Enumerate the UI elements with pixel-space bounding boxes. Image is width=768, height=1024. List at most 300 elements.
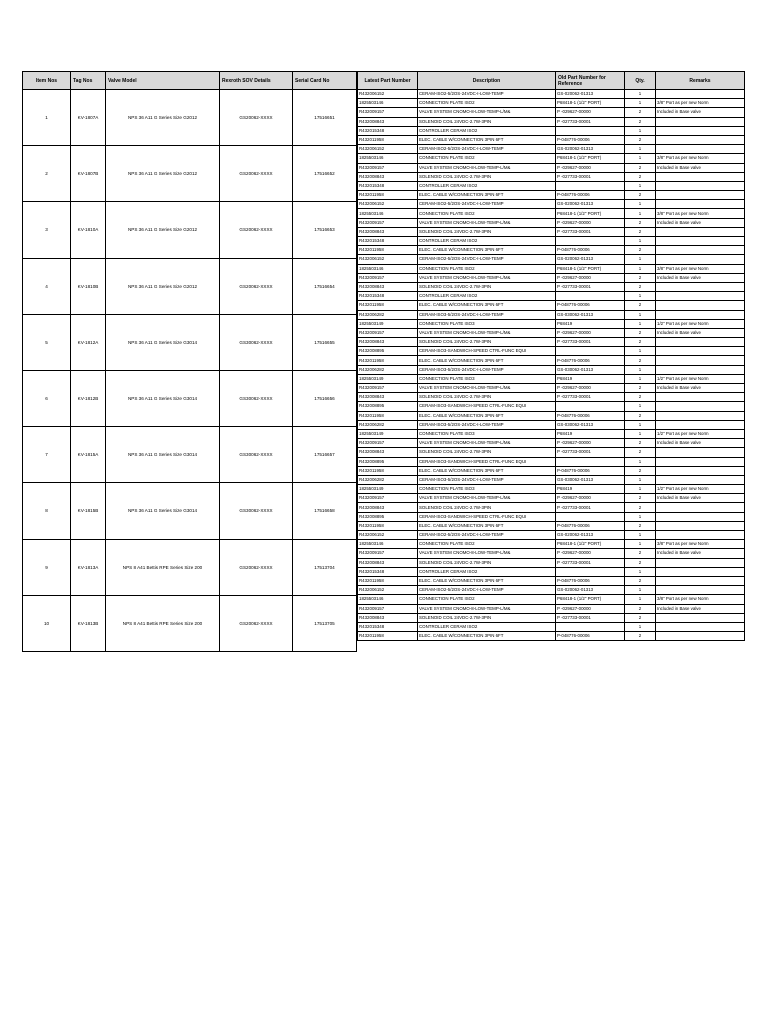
latest-part-number: R432011958: [358, 246, 418, 255]
part-row: [358, 347, 745, 356]
part-remarks: [656, 402, 745, 411]
header-tag-nos: Tag Nos: [71, 72, 106, 90]
part-description: CERAM-ISO2-5/2OS-24VDC-I-LOW-TEMP: [418, 90, 556, 99]
part-qty: 2: [625, 632, 656, 641]
valve-row: [23, 483, 357, 539]
part-remarks: [656, 558, 745, 567]
part-qty: 1: [625, 475, 656, 484]
latest-part-number: R432008895: [358, 347, 418, 356]
part-qty: 2: [625, 604, 656, 613]
spare-parts-header-row: [358, 72, 745, 90]
latest-part-number: R432009157: [358, 439, 418, 448]
part-row: [358, 90, 745, 99]
latest-part-number: R432006152: [358, 90, 418, 99]
part-row: [358, 402, 745, 411]
old-part-number: [556, 622, 625, 631]
tag-number: KV-1810B: [71, 258, 106, 314]
latest-part-number: R432009157: [358, 494, 418, 503]
part-row: [358, 567, 745, 576]
old-part-number: P -029627-00000: [556, 494, 625, 503]
old-part-number: P68419: [556, 429, 625, 438]
part-remarks: [656, 503, 745, 512]
old-part-number: P -029627-00000: [556, 384, 625, 393]
old-part-number: [556, 292, 625, 301]
item-number: 10: [23, 595, 71, 651]
old-part-number: GS-020062-01313: [556, 586, 625, 595]
valve-row: [23, 90, 357, 146]
old-part-number: P68418-1 (1/2" PORT): [556, 264, 625, 273]
old-part-number: P -027733-00001: [556, 393, 625, 402]
part-qty: 1: [625, 292, 656, 301]
part-qty: 2: [625, 558, 656, 567]
part-row: [358, 512, 745, 521]
part-remarks: [656, 227, 745, 236]
latest-part-number: R432008895: [358, 512, 418, 521]
part-row: [358, 310, 745, 319]
item-number: 5: [23, 314, 71, 370]
part-qty: 2: [625, 135, 656, 144]
part-remarks: [656, 457, 745, 466]
part-row: [358, 429, 745, 438]
latest-part-number: R432015348: [358, 237, 418, 246]
sov-details: GS30062-XXXX: [220, 314, 293, 370]
latest-part-number: R432011958: [358, 521, 418, 530]
part-qty: 1: [625, 402, 656, 411]
serial-card-number: 17513704: [293, 539, 357, 595]
part-qty: 2: [625, 117, 656, 126]
valve-model: NPS 36 A11 G Series Size G3014: [106, 370, 220, 426]
part-qty: 1: [625, 457, 656, 466]
part-row: [358, 384, 745, 393]
latest-part-number: R432006282: [358, 365, 418, 374]
part-row: [358, 531, 745, 540]
part-row: [358, 604, 745, 613]
part-qty: 1: [625, 586, 656, 595]
latest-part-number: R432009157: [358, 108, 418, 117]
part-row: [358, 172, 745, 181]
part-remarks: [656, 466, 745, 475]
part-remarks: Included in Base valve: [656, 163, 745, 172]
part-remarks: 1/2" Port as per new Norm: [656, 485, 745, 494]
part-remarks: [656, 126, 745, 135]
part-remarks: [656, 117, 745, 126]
tag-number: KV-1807A: [71, 90, 106, 146]
item-number: 8: [23, 483, 71, 539]
part-row: [358, 273, 745, 282]
part-description: CERAM-ISO3-5/2OS-24VDC-I-LOW-TEMP: [418, 475, 556, 484]
part-qty: 1: [625, 319, 656, 328]
sov-details: GS20062-XXXX: [220, 539, 293, 595]
part-remarks: 3/8" Port as per new Norm: [656, 595, 745, 604]
item-number: 6: [23, 370, 71, 426]
sov-details: GS20062-XXXX: [220, 258, 293, 314]
tag-number: KV-1807B: [71, 146, 106, 202]
part-qty: 1: [625, 264, 656, 273]
part-row: [358, 448, 745, 457]
sov-details: GS20062-XXXX: [220, 146, 293, 202]
item-number: 2: [23, 146, 71, 202]
part-description: CERAM-ISO3-SANDWICH-SPEED CTRL-FUNC EQUI: [418, 512, 556, 521]
part-row: [358, 466, 745, 475]
part-remarks: 1/2" Port as per new Norm: [656, 429, 745, 438]
valve-model: NPS 8 A41 Bettis RPE Series Size 200: [106, 539, 220, 595]
old-part-number: P -027733-00001: [556, 282, 625, 291]
part-description: CERAM-ISO3-5/2OS-24VDC-I-LOW-TEMP: [418, 365, 556, 374]
part-description: SOLENOID COIL 24VDC-2.7W-3PIN: [418, 448, 556, 457]
serial-card-number: 17516655: [293, 314, 357, 370]
valve-model: NPS 36 A11 G Series Size G3014: [106, 314, 220, 370]
part-description: CERAM-ISO2-5/2OS-24VDC-I-LOW-TEMP: [418, 586, 556, 595]
part-row: [358, 576, 745, 585]
part-qty: 2: [625, 466, 656, 475]
part-qty: 1: [625, 310, 656, 319]
part-row: [358, 282, 745, 291]
latest-part-number: 1825503149: [358, 319, 418, 328]
part-description: CONTROLLER CERAM ISO2: [418, 622, 556, 631]
part-row: [358, 301, 745, 310]
latest-part-number: R432008843: [358, 117, 418, 126]
latest-part-number: R432008843: [358, 503, 418, 512]
valve-model: NPS 36 A11 G Series Size G3014: [106, 483, 220, 539]
header-serial-card: Serial Card No: [293, 72, 357, 90]
part-description: ELEC. CABLE W/CONNECTION 3PIN 6FT: [418, 135, 556, 144]
part-description: SOLENOID COIL 24VDC-2.7W-3PIN: [418, 558, 556, 567]
old-part-number: P -029627-00000: [556, 328, 625, 337]
part-description: CONTROLLER CERAM ISO2: [418, 181, 556, 190]
valve-row: [23, 202, 357, 258]
part-qty: 1: [625, 126, 656, 135]
part-description: CERAM-ISO2-5/2OS-24VDC-I-LOW-TEMP: [418, 145, 556, 154]
part-remarks: [656, 448, 745, 457]
part-description: CONNECTION PLATE ISO2: [418, 209, 556, 218]
old-part-number: P -029627-00000: [556, 273, 625, 282]
old-part-number: GS-020062-01313: [556, 531, 625, 540]
part-qty: 1: [625, 365, 656, 374]
tag-number: KV-1815B: [71, 483, 106, 539]
old-part-number: P-048776-00006: [556, 466, 625, 475]
part-row: [358, 374, 745, 383]
valve-row: [23, 595, 357, 651]
serial-card-number: 17516658: [293, 483, 357, 539]
part-description: ELEC. CABLE W/CONNECTION 3PIN 6FT: [418, 411, 556, 420]
header-remarks: Remarks: [656, 72, 745, 90]
valve-row: [23, 314, 357, 370]
latest-part-number: R432006282: [358, 420, 418, 429]
valve-row: [23, 146, 357, 202]
valve-row: [23, 539, 357, 595]
latest-part-number: R432009157: [358, 384, 418, 393]
part-qty: 2: [625, 448, 656, 457]
part-qty: 1: [625, 181, 656, 190]
part-qty: 1: [625, 145, 656, 154]
valve-list-header-row: [23, 72, 357, 90]
valve-row: [23, 370, 357, 426]
part-qty: 1: [625, 255, 656, 264]
part-row: [358, 457, 745, 466]
part-remarks: [656, 365, 745, 374]
part-description: CONTROLLER CERAM ISO2: [418, 237, 556, 246]
sov-details: GS20062-XXXX: [220, 90, 293, 146]
part-qty: 2: [625, 191, 656, 200]
old-part-number: GS-030062-01313: [556, 365, 625, 374]
part-remarks: Included in Base valve: [656, 604, 745, 613]
part-description: CONNECTION PLATE ISO2: [418, 99, 556, 108]
part-qty: 1: [625, 347, 656, 356]
serial-card-number: 17516654: [293, 258, 357, 314]
latest-part-number: R432009157: [358, 604, 418, 613]
part-row: [358, 319, 745, 328]
part-qty: 2: [625, 356, 656, 365]
part-row: [358, 586, 745, 595]
item-number: 7: [23, 427, 71, 483]
part-description: CERAM-ISO2-5/2OS-24VDC-I-LOW-TEMP: [418, 200, 556, 209]
latest-part-number: R432008895: [358, 457, 418, 466]
part-qty: 1: [625, 429, 656, 438]
serial-card-number: 17513705: [293, 595, 357, 651]
old-part-number: GS-020062-01313: [556, 145, 625, 154]
part-description: ELEC. CABLE W/CONNECTION 3PIN 6FT: [418, 521, 556, 530]
header-sov-details: Rexroth SOV Details: [220, 72, 293, 90]
old-part-number: P -027733-00001: [556, 117, 625, 126]
part-remarks: Included in Base valve: [656, 439, 745, 448]
part-qty: 2: [625, 576, 656, 585]
serial-card-number: 17516656: [293, 370, 357, 426]
part-remarks: 3/8" Port as per new Norm: [656, 209, 745, 218]
valve-row: [23, 258, 357, 314]
part-remarks: 1/2" Port as per new Norm: [656, 319, 745, 328]
valve-model: NPS 36 A11 G Series Size G2012: [106, 90, 220, 146]
part-row: [358, 163, 745, 172]
part-row: [358, 356, 745, 365]
latest-part-number: 1825503146: [358, 99, 418, 108]
latest-part-number: R432015348: [358, 292, 418, 301]
part-row: [358, 328, 745, 337]
part-description: CONNECTION PLATE ISO3: [418, 429, 556, 438]
part-remarks: [656, 172, 745, 181]
part-remarks: [656, 181, 745, 190]
old-part-number: P -027733-00001: [556, 338, 625, 347]
latest-part-number: R432006152: [358, 255, 418, 264]
part-description: ELEC. CABLE W/CONNECTION 3PIN 6FT: [418, 356, 556, 365]
part-qty: 1: [625, 420, 656, 429]
sov-details: GS20062-XXXX: [220, 595, 293, 651]
latest-part-number: R432009157: [358, 328, 418, 337]
part-row: [358, 200, 745, 209]
latest-part-number: 1825503146: [358, 154, 418, 163]
part-row: [358, 393, 745, 402]
part-qty: 2: [625, 328, 656, 337]
header-description: Description: [418, 72, 556, 90]
old-part-number: P68419: [556, 485, 625, 494]
part-remarks: [656, 191, 745, 200]
tag-number: KV-1812B: [71, 370, 106, 426]
part-remarks: Included in Base valve: [656, 273, 745, 282]
sov-details: GS20062-XXXX: [220, 202, 293, 258]
part-row: [358, 108, 745, 117]
part-row: [358, 117, 745, 126]
latest-part-number: R432006152: [358, 145, 418, 154]
part-qty: 2: [625, 163, 656, 172]
latest-part-number: R432006152: [358, 200, 418, 209]
part-remarks: 3/8" Port as per new Norm: [656, 264, 745, 273]
valve-model: NPS 36 A11 G Series Size G2012: [106, 202, 220, 258]
latest-part-number: R432009157: [358, 218, 418, 227]
latest-part-number: R432011958: [358, 135, 418, 144]
part-row: [358, 227, 745, 236]
part-qty: 2: [625, 549, 656, 558]
part-remarks: [656, 393, 745, 402]
serial-card-number: 17516657: [293, 427, 357, 483]
part-description: SOLENOID COIL 24VDC-2.7W-3PIN: [418, 338, 556, 347]
latest-part-number: 1825503146: [358, 540, 418, 549]
part-row: [358, 521, 745, 530]
part-qty: 1: [625, 531, 656, 540]
part-remarks: Included in Base valve: [656, 494, 745, 503]
old-part-number: P -027733-00001: [556, 172, 625, 181]
latest-part-number: R432009157: [358, 273, 418, 282]
part-remarks: [656, 237, 745, 246]
part-qty: 2: [625, 227, 656, 236]
old-part-number: [556, 126, 625, 135]
part-description: CERAM-ISO3-SANDWICH-SPEED CTRL-FUNC EQUI: [418, 347, 556, 356]
old-part-number: [556, 512, 625, 521]
part-description: CONNECTION PLATE ISO3: [418, 374, 556, 383]
part-qty: 1: [625, 99, 656, 108]
part-remarks: [656, 145, 745, 154]
latest-part-number: R432015348: [358, 567, 418, 576]
part-qty: 1: [625, 154, 656, 163]
latest-part-number: R432008843: [358, 448, 418, 457]
latest-part-number: 1825503146: [358, 595, 418, 604]
part-row: [358, 255, 745, 264]
part-row: [358, 145, 745, 154]
latest-part-number: R432008843: [358, 282, 418, 291]
part-row: [358, 613, 745, 622]
latest-part-number: R432015348: [358, 622, 418, 631]
part-remarks: [656, 200, 745, 209]
part-row: [358, 292, 745, 301]
part-remarks: [656, 512, 745, 521]
part-description: SOLENOID COIL 24VDC-2.7W-3PIN: [418, 227, 556, 236]
latest-part-number: R432008843: [358, 393, 418, 402]
part-row: [358, 420, 745, 429]
part-remarks: [656, 301, 745, 310]
part-description: CERAM-ISO2-5/2OS-24VDC-I-LOW-TEMP: [418, 255, 556, 264]
old-part-number: [556, 457, 625, 466]
part-row: [358, 411, 745, 420]
part-qty: 2: [625, 494, 656, 503]
old-part-number: P-048776-00006: [556, 356, 625, 365]
spare-parts-table: [357, 71, 745, 641]
part-row: [358, 475, 745, 484]
part-remarks: [656, 90, 745, 99]
part-description: CERAM-ISO3-5/2OS-24VDC-I-LOW-TEMP: [418, 310, 556, 319]
sov-details: GS30062-XXXX: [220, 483, 293, 539]
item-number: 4: [23, 258, 71, 314]
part-remarks: [656, 420, 745, 429]
latest-part-number: R432008843: [358, 227, 418, 236]
part-remarks: [656, 338, 745, 347]
latest-part-number: 1825503146: [358, 209, 418, 218]
latest-part-number: R432006152: [358, 531, 418, 540]
old-part-number: P68418-1 (1/2" PORT): [556, 209, 625, 218]
part-description: CERAM-ISO3-SANDWICH-SPEED CTRL-FUNC EQUI: [418, 402, 556, 411]
old-part-number: P-048776-00006: [556, 301, 625, 310]
latest-part-number: R432011958: [358, 632, 418, 641]
old-part-number: [556, 402, 625, 411]
part-row: [358, 191, 745, 200]
part-row: [358, 558, 745, 567]
latest-part-number: R432015348: [358, 181, 418, 190]
part-row: [358, 154, 745, 163]
part-row: [358, 365, 745, 374]
latest-part-number: R432011958: [358, 411, 418, 420]
latest-part-number: R432008843: [358, 338, 418, 347]
part-row: [358, 540, 745, 549]
tag-number: KV-1813B: [71, 595, 106, 651]
part-row: [358, 485, 745, 494]
part-description: CERAM-ISO3-SANDWICH-SPEED CTRL-FUNC EQUI: [418, 457, 556, 466]
part-qty: 1: [625, 374, 656, 383]
part-description: CONNECTION PLATE ISO2: [418, 595, 556, 604]
old-part-number: P -027733-00001: [556, 448, 625, 457]
old-part-number: P -029627-00000: [556, 163, 625, 172]
part-row: [358, 632, 745, 641]
part-remarks: Included in Base valve: [656, 218, 745, 227]
part-qty: 1: [625, 512, 656, 521]
part-qty: 1: [625, 567, 656, 576]
part-qty: 1: [625, 209, 656, 218]
part-qty: 2: [625, 411, 656, 420]
old-part-number: GS-030062-01313: [556, 310, 625, 319]
part-description: ELEC. CABLE W/CONNECTION 3PIN 6FT: [418, 466, 556, 475]
tag-number: KV-1810A: [71, 202, 106, 258]
part-qty: 2: [625, 439, 656, 448]
part-description: ELEC. CABLE W/CONNECTION 3PIN 6FT: [418, 576, 556, 585]
part-description: ELEC. CABLE W/CONNECTION 3PIN 6FT: [418, 301, 556, 310]
old-part-number: P -029627-00000: [556, 218, 625, 227]
old-part-number: P -029627-00000: [556, 549, 625, 558]
part-description: VALVE SYSTEM CNOMO-8-LOW-TEMP-L/M&: [418, 108, 556, 117]
part-description: ELEC. CABLE W/CONNECTION 3PIN 6FT: [418, 632, 556, 641]
serial-card-number: 17516653: [293, 202, 357, 258]
part-remarks: Included in Base valve: [656, 108, 745, 117]
old-part-number: GS-030062-01313: [556, 420, 625, 429]
old-part-number: P -029627-00000: [556, 604, 625, 613]
part-qty: 1: [625, 595, 656, 604]
part-remarks: Included in Base valve: [656, 384, 745, 393]
tag-number: KV-1815A: [71, 427, 106, 483]
part-description: SOLENOID COIL 24VDC-2.7W-3PIN: [418, 117, 556, 126]
header-old-part-number: Old Part Number for Reference: [556, 72, 625, 90]
old-part-number: [556, 567, 625, 576]
part-description: ELEC. CABLE W/CONNECTION 3PIN 6FT: [418, 191, 556, 200]
valve-model: NPS 36 A11 G Series Size G2012: [106, 146, 220, 202]
part-remarks: [656, 347, 745, 356]
part-description: VALVE SYSTEM CNOMO-8-LOW-TEMP-L/M&: [418, 604, 556, 613]
old-part-number: P -027733-00001: [556, 227, 625, 236]
part-row: [358, 595, 745, 604]
part-remarks: Included in Base valve: [656, 328, 745, 337]
part-description: CONNECTION PLATE ISO2: [418, 154, 556, 163]
part-qty: 2: [625, 503, 656, 512]
part-qty: 1: [625, 540, 656, 549]
part-description: VALVE SYSTEM CNOMO-8-LOW-TEMP-L/M&: [418, 328, 556, 337]
item-number: 1: [23, 90, 71, 146]
old-part-number: GS-030062-01313: [556, 475, 625, 484]
latest-part-number: 1825503149: [358, 429, 418, 438]
latest-part-number: R432008843: [358, 613, 418, 622]
